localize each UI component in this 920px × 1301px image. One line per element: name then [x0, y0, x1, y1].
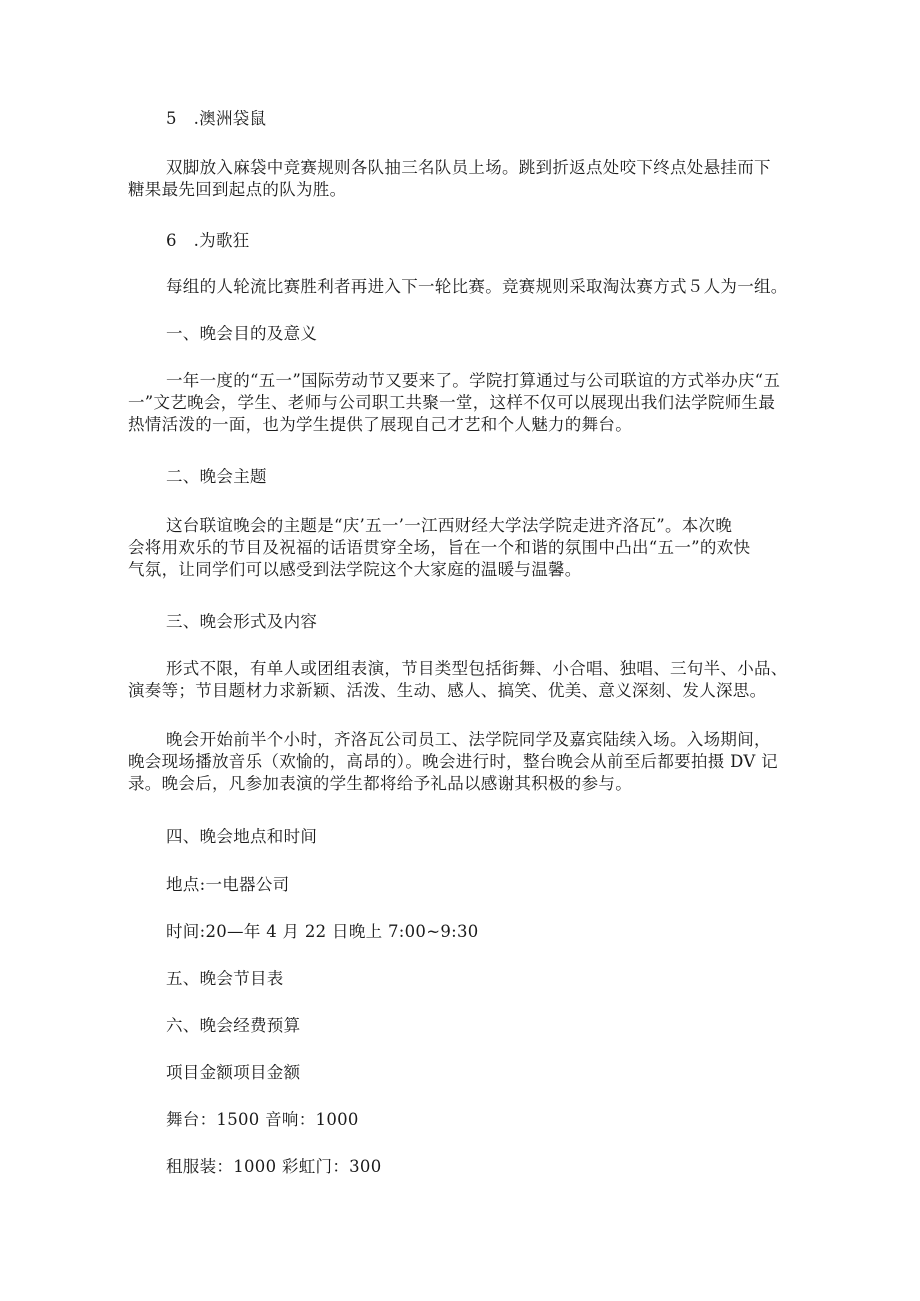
event-place: 地点:一电器公司 [166, 875, 290, 894]
heading-theme: 二、晚会主题 [166, 467, 267, 486]
paragraph-line: 演奏等；节目题材力求新颖、活泼、生动、感人、搞笑、优美、意义深刻、发人深思。 [128, 681, 767, 700]
heading-format: 三、晚会形式及内容 [166, 612, 318, 631]
paragraph-line: 热情活泼的一面，也为学生提供了展现自己才艺和个人魅力的舞台。 [128, 415, 632, 434]
paragraph-line: 会将用欢乐的节目及祝福的话语贯穿全场，旨在一个和谐的氛围中凸出“五一”的欢快 [128, 538, 751, 557]
paragraph-line: 晚会开始前半个小时，齐洛瓦公司员工、法学院同学及嘉宾陆续入场。入场期间， [166, 730, 771, 749]
paragraph-purpose [128, 370, 806, 436]
heading-purpose: 一、晚会目的及意义 [166, 324, 318, 343]
paragraph-line: 晚会现场播放音乐（欢愉的，高昂的）。晚会进行时，整台晚会从前至后都要拍摄 DV 记 [128, 752, 778, 771]
paragraph-kangaroo-rules [128, 157, 806, 201]
paragraph-line: 气氛，让同学们可以感受到法学院这个大家庭的温暖与温馨。 [128, 560, 582, 579]
heading-program: 五、晚会节目表 [166, 969, 284, 988]
heading-place-time: 四、晚会地点和时间 [166, 827, 318, 846]
heading-budget: 六、晚会经费预算 [166, 1016, 301, 1035]
event-time: 时间:20—年 4 月 22 日晚上 7:00~9:30 [166, 922, 479, 941]
paragraph-theme [128, 515, 806, 581]
paragraph-line: 这台联谊晚会的主题是“庆’五一’一江西财经大学法学院走进齐洛瓦”。本次晚 [166, 516, 733, 535]
budget-row: 舞台：1500 音响：1000 [166, 1110, 359, 1129]
budget-row: 租服装：1000 彩虹门：300 [166, 1157, 382, 1176]
paragraph-sing-rules: 每组的人轮流比赛胜利者再进入下一轮比赛。竞赛规则采取淘汰赛方式５人为一组。 [166, 277, 788, 296]
paragraph-line: 糖果最先回到起点的队为胜。 [128, 180, 347, 199]
section-heading-kangaroo: 5 .澳洲袋鼠 [166, 109, 267, 128]
budget-header: 项目金额项目金额 [166, 1063, 301, 1082]
paragraph-line: 一”文艺晚会，学生、老师与公司职工共聚一堂，这样不仅可以展现出我们法学院师生最 [128, 393, 776, 412]
paragraph-procedure [128, 729, 806, 795]
paragraph-line: 一年一度的“五一”国际劳动节又要来了。学院打算通过与公司联谊的方式举办庆“五 [166, 371, 781, 390]
paragraph-line: 双脚放入麻袋中竞赛规则各队抽三名队员上场。跳到折返点处咬下终点处悬挂而下 [166, 158, 771, 177]
section-heading-sing: 6 .为歌狂 [166, 231, 250, 250]
paragraph-format [128, 658, 806, 702]
paragraph-line: 录。晚会后，凡参加表演的学生都将给予礼品以感谢其积极的参与。 [128, 774, 632, 793]
paragraph-line: 形式不限，有单人或团组表演，节目类型包括街舞、小合唱、独唱、三句半、小品、 [166, 659, 788, 678]
